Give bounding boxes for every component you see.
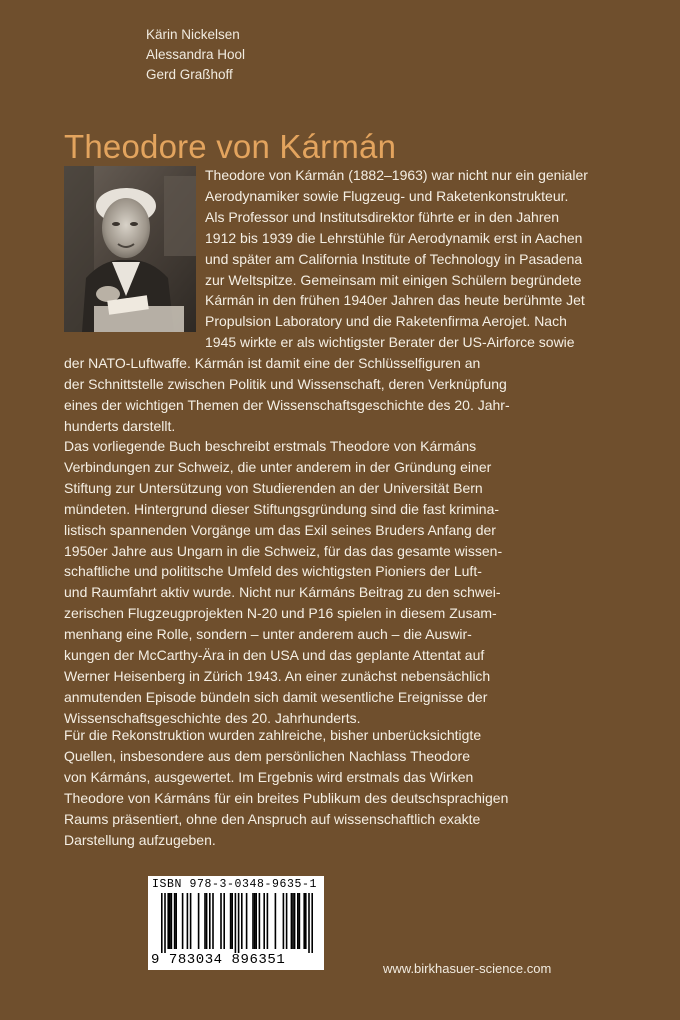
barcode-bar xyxy=(231,893,233,949)
barcode-bar xyxy=(187,893,189,949)
text-line: hunderts darstellt. xyxy=(64,417,176,434)
barcode-bar xyxy=(198,893,200,949)
switzerland-paragraph xyxy=(64,436,502,729)
portrait-photo xyxy=(64,166,196,332)
text-line: Das vorliegende Buch beschreibt erstmals Theodore von Kármáns xyxy=(64,438,477,454)
text-line: Theodore von Kármáns für ein breites Publikum des deutschsprachigen xyxy=(64,789,509,806)
barcode-bar xyxy=(254,893,256,949)
barcode-bar xyxy=(175,893,177,949)
isbn-barcode xyxy=(148,876,324,970)
barcode-bar xyxy=(267,893,269,949)
text-line: Aerodynamiker sowie Flugzeug- und Raketenkonstrukteur. xyxy=(205,187,569,204)
text-line: anmutenden Episode bündeln sich damit wesentliche Ereignisse der xyxy=(64,688,488,705)
text-line: von Kármáns, ausgewertet. Im Ergebnis wird erstmals das Wirken xyxy=(64,768,474,785)
barcode-bar xyxy=(308,893,310,953)
author-list xyxy=(146,25,245,85)
barcode-bar xyxy=(303,893,305,949)
text-line: zur Weltspitze. Gemeinsam mit einigen Schülern begründete xyxy=(205,271,582,288)
barcode-bar xyxy=(230,893,232,949)
barcode-bar xyxy=(235,893,237,953)
text-line: Darstellung aufzugeben. xyxy=(64,831,216,848)
barcode-bar xyxy=(246,893,248,949)
text-line: zerischen Flugzeugprojekten N-20 und P16 spielen in diesem Zusam- xyxy=(64,605,497,622)
text-line: und Raumfahrt aktiv wurde. Nicht nur Kármáns Beitrag zu den schwei- xyxy=(64,584,501,601)
text-line: Für die Rekonstruktion wurden zahlreiche, bisher unberücksichtigte xyxy=(64,727,482,743)
barcode-bar xyxy=(204,893,206,949)
barcode-bar xyxy=(292,893,294,949)
barcode-bar xyxy=(259,893,261,949)
barcode-bar xyxy=(220,893,222,949)
text-line: mündeten. Hintergrund dieser Stiftungsgründung sind die fast krimina- xyxy=(64,500,500,517)
barcode-bar xyxy=(275,893,277,949)
author-name: Gerd Graßhoff xyxy=(146,67,233,82)
intro-paragraph-continued xyxy=(64,353,510,437)
text-line: kungen der McCarthy-Ära in den USA und das geplante Attentat auf xyxy=(64,647,485,664)
barcode-bar xyxy=(209,893,211,949)
text-line: Stiftung zur Untersützung von Studierenden an der Universität Bern xyxy=(64,479,483,496)
barcode-bar xyxy=(291,893,293,949)
barcode-bar xyxy=(305,893,307,949)
text-line: Verbindungen zur Schweiz, die unter anderem in der Gründung einer xyxy=(64,458,492,475)
text-line: der NATO-Luftwaffe. Kármán ist damit eine der Schlüsselfiguren an xyxy=(64,355,481,371)
barcode-bar xyxy=(206,893,208,949)
text-line: 1945 wirkte er als wichtigster Berater der US-Airforce sowie xyxy=(205,334,575,351)
barcode-bar xyxy=(241,893,243,949)
isbn-label: ISBN 978-3-0348-9635-1 xyxy=(152,878,318,891)
barcode-bar xyxy=(161,893,163,953)
publisher-website: www.birkhasuer-science.com xyxy=(383,961,552,976)
text-line: Kármán in den frühen 1940er Jahren das heute berühmte Jet xyxy=(205,292,585,309)
text-line: Als Professor und Institutsdirektor führte er in den Jahren xyxy=(205,208,560,225)
portrait-photo-image xyxy=(64,166,196,332)
author-name: Alessandra Hool xyxy=(146,47,246,62)
barcode-bar xyxy=(286,893,288,949)
text-line: Wissenschaftsgeschichte des 20. Jahrhunderts. xyxy=(64,709,361,726)
text-line: schaftliche und polititsche Umfeld des wichtigsten Pioniers der Luft- xyxy=(64,563,482,580)
text-line: Theodore von Kármán (1882–1963) war nicht nur ein genialer xyxy=(205,167,588,183)
text-line: Werner Heisenberg in Zürich 1943. An einer zunächst nebensächlich xyxy=(64,667,491,684)
barcode-bar xyxy=(212,893,214,949)
text-line: 1912 bis 1939 die Lehrstühle für Aerodynamik erst in Aachen xyxy=(205,229,583,246)
author-name: Kärin Nickelsen xyxy=(146,27,240,42)
barcode-bar xyxy=(171,893,173,949)
barcode-bar xyxy=(238,893,240,953)
text-line: Propulsion Laboratory und die Raketenfirma Aerojet. Nach xyxy=(205,313,567,330)
barcode-bar xyxy=(182,893,184,949)
barcode-bar xyxy=(167,893,169,949)
ean-digits: 9 783034 896351 xyxy=(151,952,286,968)
barcode-bar xyxy=(252,893,254,949)
barcode-bar xyxy=(174,893,176,949)
text-line: und später am California Institute of Technology in Pasadena xyxy=(205,250,583,267)
barcode-bar xyxy=(169,893,171,949)
text-line: Raums präsentiert, ohne den Anspruch auf wissenschaftlich exakte xyxy=(64,810,481,827)
barcode-bar xyxy=(311,893,313,953)
reconstruction-paragraph xyxy=(64,725,508,850)
barcode-bar xyxy=(190,893,192,949)
book-title: Theodore von Kármán xyxy=(64,128,397,166)
barcode-bar xyxy=(283,893,285,949)
text-line: listisch spannenden Vorgänge um das Exil seines Bruders Anfang der xyxy=(64,521,496,538)
barcode-bar xyxy=(263,893,265,949)
barcode-bar xyxy=(164,893,166,953)
barcode-bar xyxy=(294,893,296,949)
text-line: menhang eine Rolle, sondern – unter anderem auch – die Auswir- xyxy=(64,626,472,643)
barcode-bar xyxy=(297,893,299,949)
text-line: der Schnittstelle zwischen Politik und Wissenschaft, deren Verknüpfung xyxy=(64,375,507,392)
text-line: eines der wichtigen Themen der Wissenschaftsgeschichte des 20. Jahr- xyxy=(64,396,510,413)
barcode-bar xyxy=(255,893,257,949)
text-line: 1950er Jahre aus Ungarn in die Schweiz, für das das gesamte wissen- xyxy=(64,542,503,559)
barcode-bar xyxy=(299,893,301,949)
text-line: Quellen, insbesondere aus dem persönlichen Nachlass Theodore xyxy=(64,747,470,764)
intro-paragraph xyxy=(205,165,588,353)
barcode-bar xyxy=(223,893,225,949)
